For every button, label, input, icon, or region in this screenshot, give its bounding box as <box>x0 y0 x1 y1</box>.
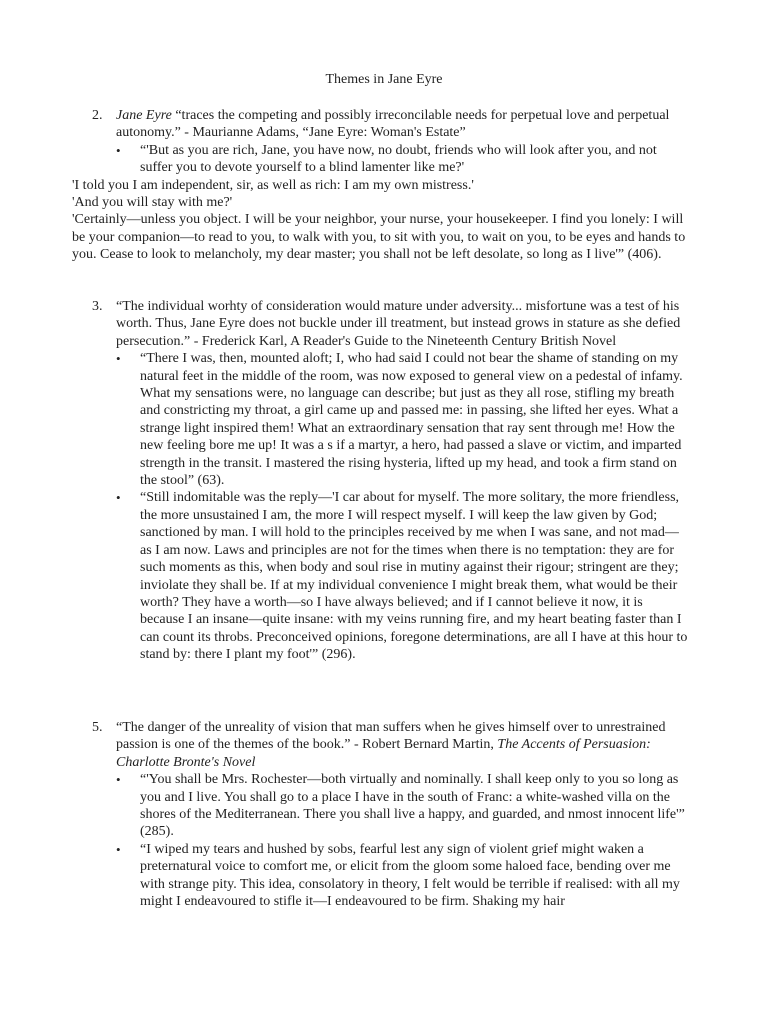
section-intro: “The danger of the unreality of vision that man suffers when he gives himself over to unrestrained passion is one of the themes of the book.” - Robert Bernard Martin, <box>116 720 666 753</box>
section-5 <box>0 719 768 910</box>
quote-bullet <box>0 142 768 177</box>
bullet-icon: • <box>116 841 121 857</box>
quote-bullet <box>0 489 768 663</box>
quote-continuation: 'And you will stay with me?' <box>72 195 233 211</box>
quote-continuation: 'I told you I am independent, sir, as well as rich: I am my own mistress.' <box>72 177 474 193</box>
section-intro: “traces the competing and possibly irreconcilable needs for perpetual love and perpetual autonomy.” - Maurianne Adams, “Jane Eyre: Woman's Estate” <box>116 108 670 141</box>
bullet-icon: • <box>116 490 121 506</box>
section-item <box>0 107 768 142</box>
quote-continuation: 'Certainly—unless you object. I will be your neighbor, your nurse, your housekeeper. I find you lonely: I will be your companion—to read to you, to walk with you, to sit with you, to wait on you, to be eyes and hands to you. Cease to look to melancholy, my dear master; you shall not be left desolate, so long as I live'” (406). <box>72 212 686 263</box>
book-title-italic: Jane Eyre <box>116 108 172 123</box>
section-intro: “The individual worhty of consideration would mature under adversity... misfortune was a test of his worth. Thus, Jane Eyre does not buckle under ill treatment, but instead grows in stature as she defied persecution.” - Frederick Karl, A Reader's Guide to the Nineteenth Century British Novel <box>116 299 681 349</box>
section-item <box>0 719 768 771</box>
section-2 <box>0 107 768 264</box>
quote-text: “'But as you are rich, Jane, you have now, no doubt, friends who will look after you, and not suffer you to devote yourself to a blind lamenter like me?' <box>140 142 657 176</box>
quote-text: “'You shall be Mrs. Rochester—both virtually and nominally. I shall keep only to you so long as you and I live. You shall go to a place I have in the south of Franc: a white-washed villa on the shores of the Mediterranean. There you shall live a happy, and guarded, and nmost innocent life'” (285). <box>140 772 685 840</box>
bullet-icon: • <box>116 351 121 367</box>
section-item <box>0 298 768 350</box>
section-number: 2. <box>92 108 103 123</box>
quote-text: “There I was, then, mounted aloft; I, who had said I could not bear the shame of standing on my natural feet in the middle of the room, was now exposed to general view on a pedestal of infamy. What my sensations were, no language can describe; but just as they all rose, stifling my breath and constricting my throat, a girl came up and passed me: in passing, she lifted her eyes. What a strange light inspired them! What an extraordinary sensation that ray sent through me! How the new feeling bore me up! It was a s if a martyr, a hero, had passed a slave or victim, and imparted strength in the transit. I mastered the rising hysteria, lifted up my head, and took a firm stand on the stool” (63). <box>140 351 683 489</box>
book-title-italic: The Accents of Persuasion: Charlotte Bronte's Novel <box>116 737 651 770</box>
quote-bullet <box>0 350 768 489</box>
section-number: 3. <box>92 299 103 314</box>
quote-text: “Still indomitable was the reply—'I car about for myself. The more solitary, the more friendless, the more unsustained I am, the more I will respect myself. I will keep the law given by God; sanctioned by man. I will hold to the principles received by me when I was sane, and not mad—as I am now. Laws and principles are not for the times when there is no temptation: they are for such moments as this, when body and soul rise in mutiny against their rigour; stringent are they; inviolate they shall be. If at my individual convenience I might break them, what would be their worth? They have a worth—so I have always believed; and if I cannot believe it now, it is because I an insane—quite insane: with my veins running fire, and my heart beating faster than I can count its throbs. Preconceived opinions, foregone determinations, are all I have at this hour to stand by: there I plant my foot'” (296). <box>140 490 688 663</box>
section-3 <box>0 298 768 664</box>
bullet-icon: • <box>116 772 121 788</box>
quote-text: “I wiped my tears and hushed by sobs, fearful lest any sign of violent grief might waken a preternatural voice to comfort me, or elicit from the gloom some haloed face, bending over me with strange pity. This idea, consolatory in theory, I felt would be terrible if realised: with all my might I endeavoured to stifle it—I endeavoured to be firm. Shaking my hair <box>140 841 680 910</box>
quote-bullet <box>0 841 768 911</box>
section-number: 5. <box>92 720 103 735</box>
bullet-icon: • <box>116 142 121 158</box>
page-title: Themes in Jane Eyre <box>325 72 443 87</box>
quote-bullet <box>0 771 768 841</box>
